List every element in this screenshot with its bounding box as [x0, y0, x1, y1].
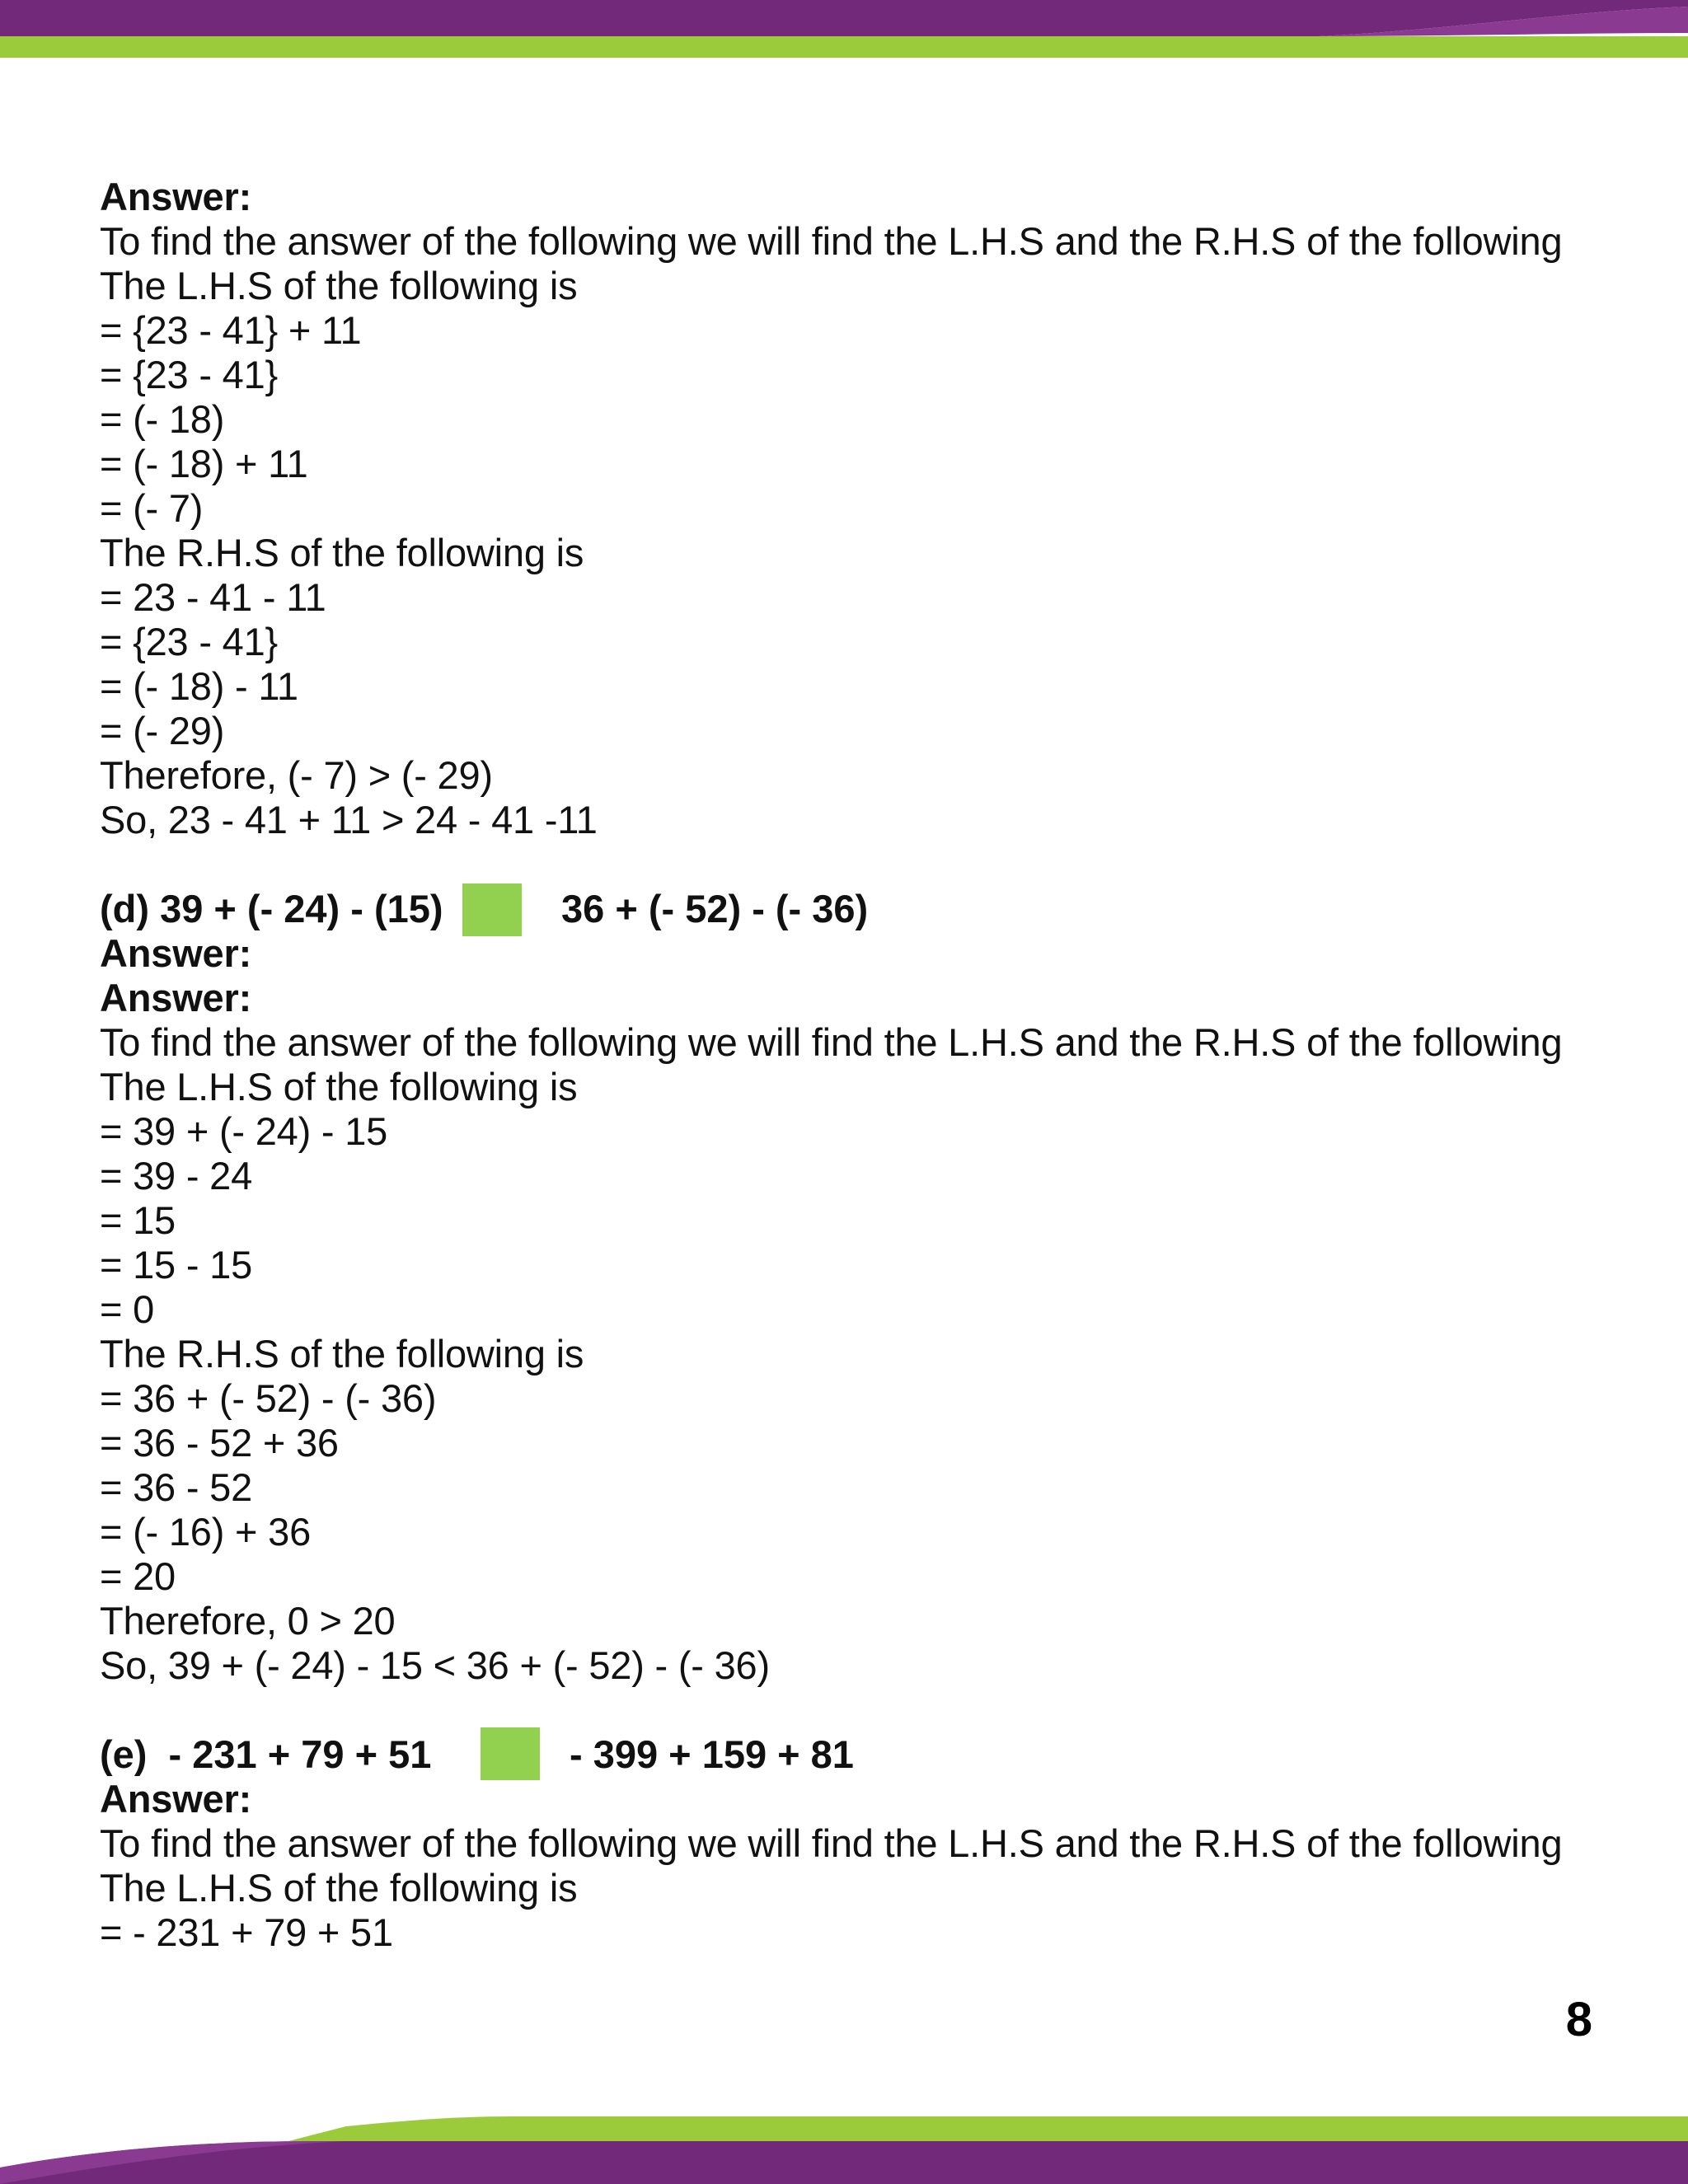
- text-line: The R.H.S of the following is: [100, 531, 584, 574]
- text-line: = {23 - 41}: [100, 353, 279, 396]
- text-line: Therefore, (- 7) > (- 29): [100, 753, 493, 797]
- answer-label: Answer:: [100, 976, 252, 1019]
- text-line: = 36 - 52: [100, 1465, 253, 1509]
- text-line: = (- 18): [100, 397, 225, 441]
- text-line: = 23 - 41 - 11: [100, 575, 326, 619]
- top-decorative-band: [0, 0, 1688, 66]
- text-line: The L.H.S of the following is: [100, 1866, 578, 1910]
- text-line: = 36 - 52 + 36: [100, 1421, 339, 1465]
- text-line: = {23 - 41}: [100, 620, 279, 663]
- answer-box-d[interactable]: [462, 883, 522, 936]
- text-line: The L.H.S of the following is: [100, 1065, 578, 1108]
- text-line: To find the answer of the following we will find the L.H.S and the R.H.S of the following: [100, 1020, 1563, 1064]
- answer-box-e[interactable]: [481, 1727, 540, 1780]
- text-line: The R.H.S of the following is: [100, 1332, 584, 1376]
- text-line: = - 231 + 79 + 51: [100, 1910, 393, 1954]
- text-line: Therefore, 0 > 20: [100, 1599, 396, 1643]
- text-line: = {23 - 41} + 11: [100, 308, 362, 352]
- text-line: = (- 29): [100, 709, 225, 752]
- question-d-right: 36 + (- 52) - (- 36): [561, 887, 869, 930]
- text-line: = (- 18) - 11: [100, 664, 298, 708]
- text-line: = 39 - 24: [100, 1154, 253, 1197]
- question-e-right: - 399 + 159 + 81: [570, 1732, 854, 1776]
- answer-label: Answer:: [100, 1777, 252, 1821]
- answer-label: Answer:: [100, 175, 252, 218]
- text-line: = (- 18) + 11: [100, 442, 308, 485]
- text-line: = 20: [100, 1554, 176, 1598]
- text-line: = 39 + (- 24) - 15: [100, 1109, 388, 1153]
- page-number: 8: [1565, 1993, 1592, 2046]
- text-line: So, 23 - 41 + 11 > 24 - 41 -11: [100, 798, 598, 841]
- text-line: = (- 16) + 36: [100, 1510, 312, 1554]
- text-line: = 15: [100, 1198, 176, 1242]
- text-line: To find the answer of the following we will find the L.H.S and the R.H.S of the following: [100, 1821, 1563, 1865]
- answer-label: Answer:: [100, 931, 252, 975]
- page-content: [100, 175, 1616, 1955]
- bottom-decorative-band: [0, 2116, 1688, 2184]
- text-line: So, 39 + (- 24) - 15 < 36 + (- 52) - (- 36): [100, 1643, 770, 1687]
- text-line: = (- 7): [100, 486, 204, 530]
- question-e: [100, 1732, 1616, 1777]
- text-line: To find the answer of the following we will find the L.H.S and the R.H.S of the following: [100, 219, 1563, 263]
- text-line: The L.H.S of the following is: [100, 264, 578, 307]
- question-d: [100, 887, 1616, 931]
- question-d-left: (d) 39 + (- 24) - (15): [100, 887, 443, 930]
- question-e-left: (e) - 231 + 79 + 51: [100, 1732, 432, 1776]
- text-line: = 36 + (- 52) - (- 36): [100, 1376, 437, 1420]
- text-line: = 0: [100, 1287, 155, 1331]
- text-line: = 15 - 15: [100, 1243, 253, 1286]
